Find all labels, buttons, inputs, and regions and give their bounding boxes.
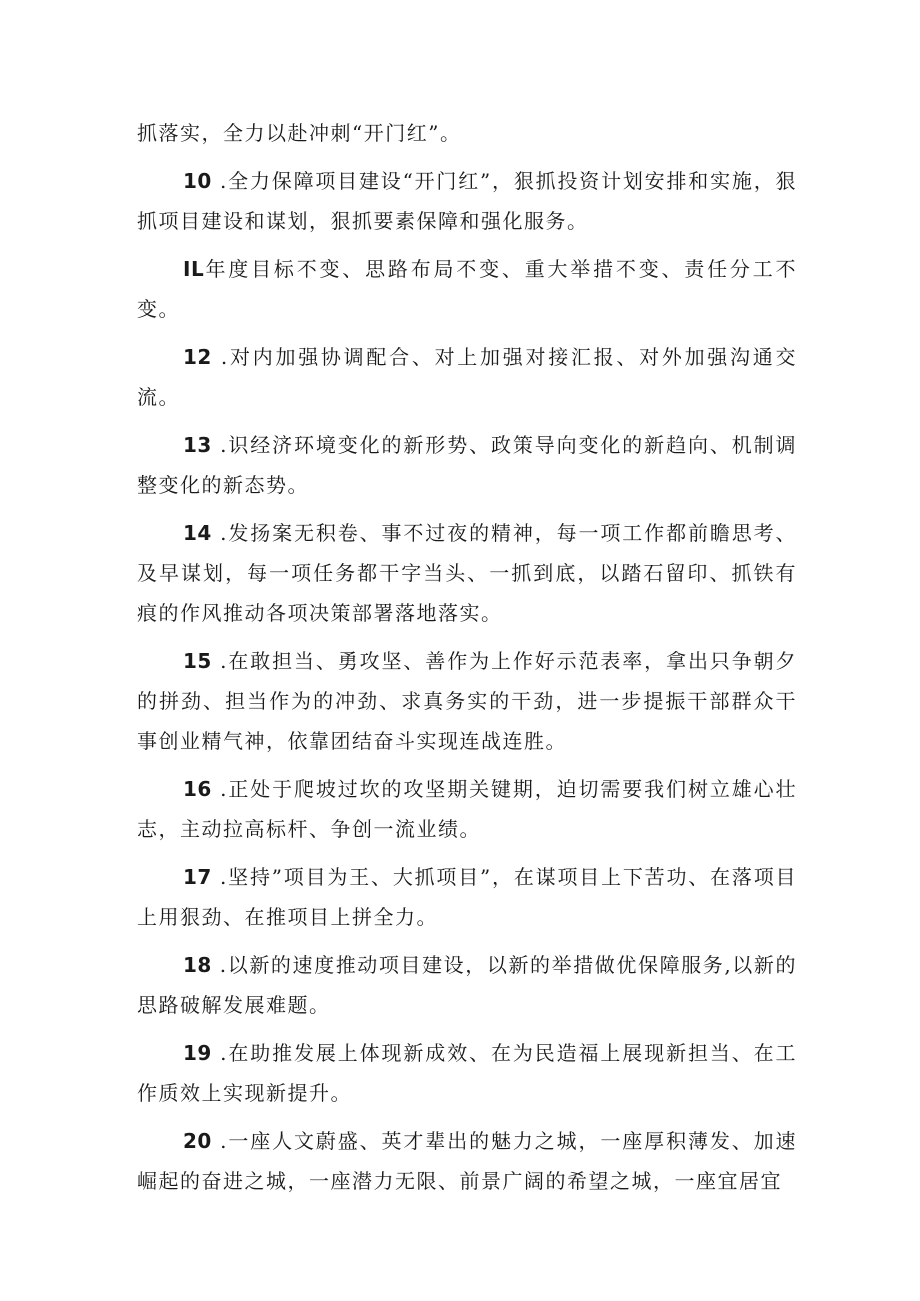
paragraph-text: 年度目标不变、思路布局不变、重大举措不变、责任分工不变。 xyxy=(137,257,797,321)
paragraph-text: .以新的速度推动项目建设，以新的举措做优保障服务,以新的思路破解发展难题。 xyxy=(137,953,797,1017)
paragraph-text: .对内加强协调配合、对上加强对接汇报、对外加强沟通交流。 xyxy=(137,345,797,409)
paragraph-text: .在助推发展上体现新成效、在为民造福上展现新担当、在工作质效上实现新提升。 xyxy=(137,1041,797,1105)
paragraph-number: IL xyxy=(183,257,205,281)
paragraph-number: 20 xyxy=(183,1129,212,1153)
paragraph-number: 17 xyxy=(183,865,212,889)
paragraph-text: .正处于爬坡过坎的攻坚期关键期，迫切需要我们树立雄心壮志，主动拉高标杆、争创一流业绩。 xyxy=(137,777,797,841)
paragraph-text: .在敢担当、勇攻坚、善作为上作好示范表率，拿出只争朝夕的拼劲、担当作为的冲劲、求真务实的干劲，进一步提振干部群众干事创业精气神，依靠团结奋斗实现连战连胜。 xyxy=(137,649,797,753)
paragraph-13 xyxy=(137,425,797,505)
paragraph-15 xyxy=(137,641,797,761)
paragraph-17 xyxy=(137,857,797,937)
document-body xyxy=(137,113,797,1209)
paragraph-11 xyxy=(137,249,797,329)
paragraph-18 xyxy=(137,945,797,1025)
paragraph-number: 12 xyxy=(183,345,212,369)
paragraph-10 xyxy=(137,161,797,241)
paragraph-text: .坚持”项目为王、大抓项目”，在谋项目上下苦功、在落项目上用狠劲、在推项目上拼全力。 xyxy=(137,865,797,929)
paragraph-number: 19 xyxy=(183,1041,212,1065)
paragraph-number: 14 xyxy=(183,521,212,545)
paragraph-text: .全力保障项目建设“开门红”，狠抓投资计划安排和实施，狠抓项目建设和谋划，狠抓要素保障和强化服务。 xyxy=(137,169,797,233)
paragraph-number: 15 xyxy=(183,649,212,673)
paragraph-14 xyxy=(137,513,797,633)
paragraph-20 xyxy=(137,1121,797,1201)
paragraph-number: 18 xyxy=(183,953,212,977)
paragraph-text: .发扬案无积卷、事不过夜的精神，每一项工作都前瞻思考、及早谋划，每一项任务都干字当头、一抓到底，以踏石留印、抓铁有痕的作风推动各项决策部署落地落实。 xyxy=(137,521,797,625)
paragraph-number: 10 xyxy=(183,169,212,193)
paragraph-text: 抓落实，全力以赴冲刺“开门红”。 xyxy=(137,121,462,145)
paragraph-16 xyxy=(137,769,797,849)
paragraph-continuation xyxy=(137,113,797,153)
paragraph-19 xyxy=(137,1033,797,1113)
paragraph-number: 16 xyxy=(183,777,212,801)
paragraph-text: .识经济环境变化的新形势、政策导向变化的新趋向、机制调整变化的新态势。 xyxy=(137,433,797,497)
paragraph-number: 13 xyxy=(183,433,212,457)
paragraph-text: .一座人文蔚盛、英才辈出的魅力之城，一座厚积薄发、加速崛起的奋进之城，一座潜力无限、前景广阔的希望之城，一座宜居宜 xyxy=(137,1129,797,1193)
paragraph-12 xyxy=(137,337,797,417)
